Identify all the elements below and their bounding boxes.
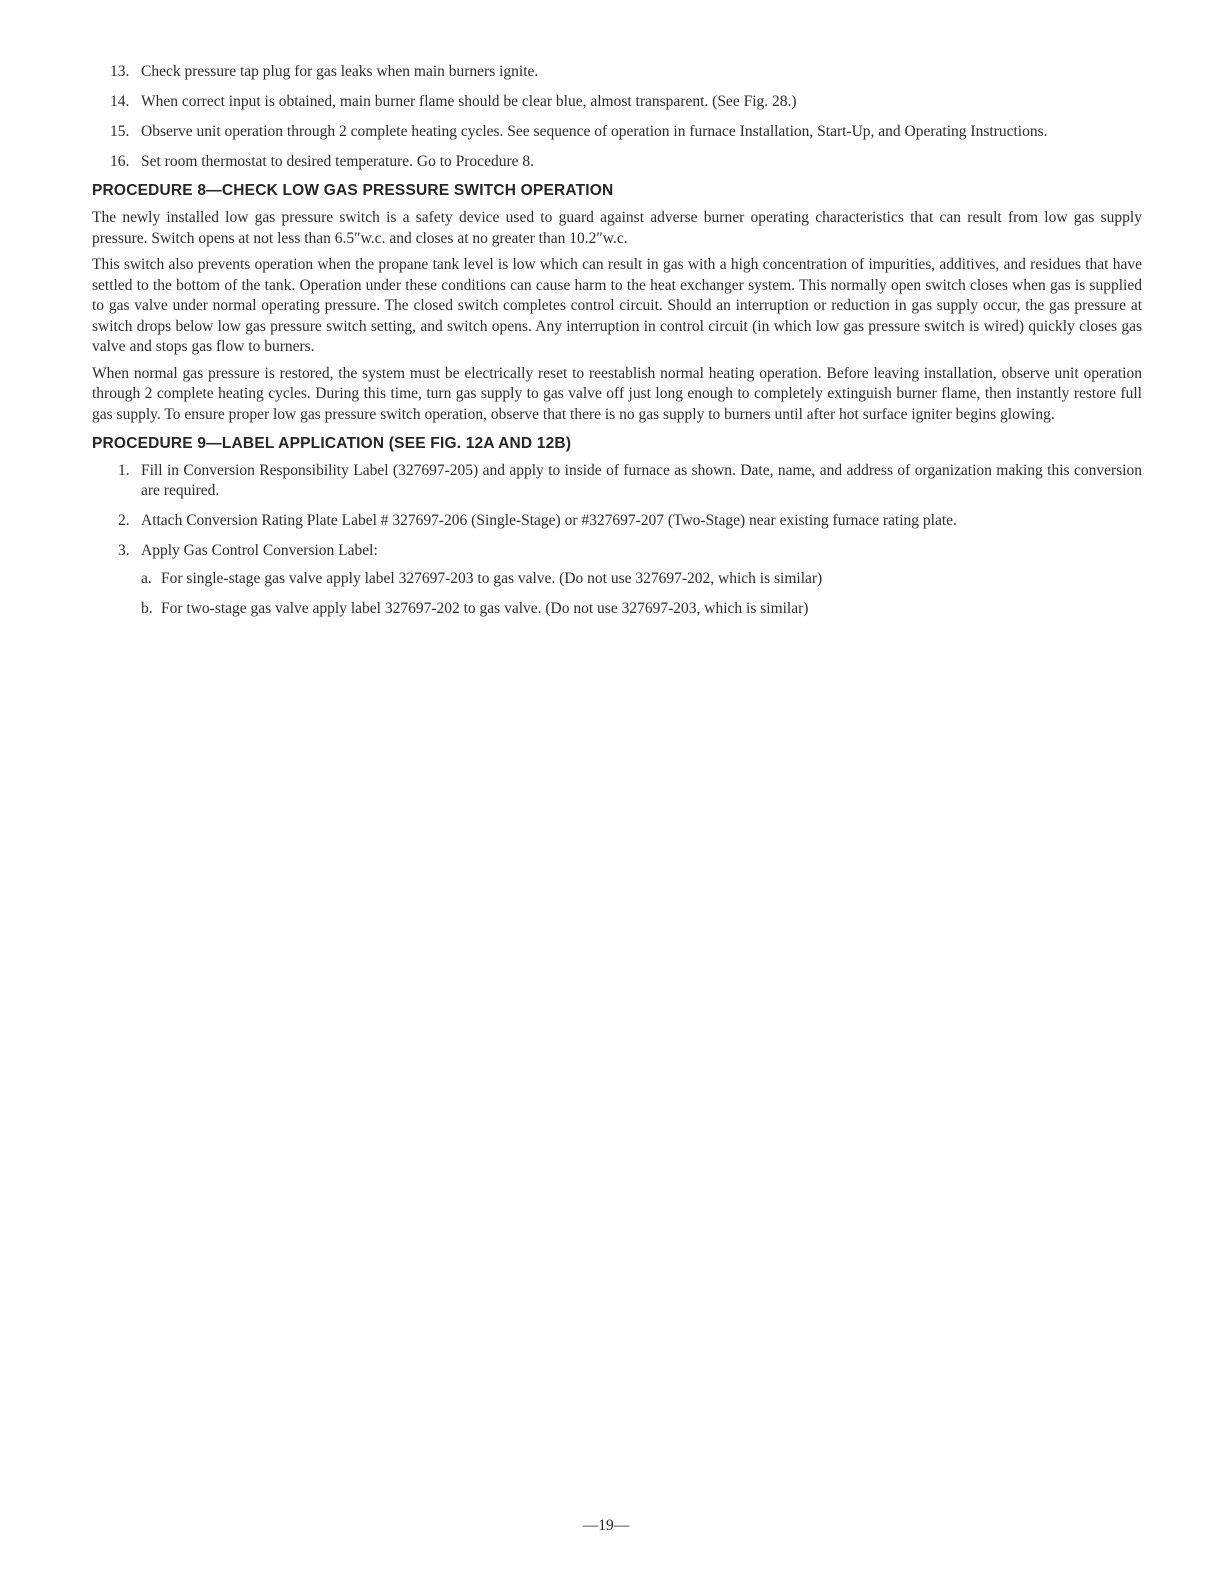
- step-text: Observe unit operation through 2 complete heating cycles. See sequence of operation in furnace Installation, Start-Up, and Operating Instructions.: [141, 123, 1048, 140]
- list-item: [92, 62, 1142, 82]
- list-item: [92, 92, 1142, 112]
- step-text: Attach Conversion Rating Plate Label # 327697-206 (Single-Stage) or #327697-207 (Two-Stage) near existing furnace rating plate.: [141, 512, 957, 529]
- step-text: Fill in Conversion Responsibility Label (327697-205) and apply to inside of furnace as shown. Date, name, and address of organization making this conversion are required.: [141, 462, 1142, 499]
- step-text: Check pressure tap plug for gas leaks when main burners ignite.: [141, 63, 539, 80]
- step-number: 13.: [110, 63, 130, 80]
- list-item: [92, 599, 1142, 619]
- list-item: [92, 122, 1142, 142]
- list-item: [92, 152, 1142, 172]
- substep-letter: a.: [141, 570, 152, 587]
- step-number: 1.: [118, 462, 130, 479]
- step-number: 16.: [110, 153, 130, 170]
- page-number: —19—: [582, 1517, 630, 1534]
- steps-list-procedure-9: [92, 461, 1142, 619]
- step-number: 15.: [110, 123, 130, 140]
- substep-letter: b.: [141, 600, 153, 617]
- step-number: 2.: [118, 512, 130, 529]
- paragraph: The newly installed low gas pressure switch is a safety device used to guard against adverse burner operating characteristics that can result from low gas supply pressure. Switch opens at not less than 6.5″w.c. and closes at no greater than 10.2″w.c.: [92, 209, 1142, 247]
- list-item: [92, 511, 1142, 531]
- step-text: Set room thermostat to desired temperature. Go to Procedure 8.: [141, 153, 534, 170]
- substep-text: For single-stage gas valve apply label 327697-203 to gas valve. (Do not use 327697-202, which is similar): [161, 570, 823, 587]
- paragraph: When normal gas pressure is restored, the system must be electrically reset to reestablish normal heating operation. Before leaving installation, observe unit operation through 2 complete heating cycles. During this time, turn gas supply to gas valve off just long enough to completely extinguish burner flame, then instantly restore full gas supply. To ensure proper low gas pressure switch operation, observe that there is no gas supply to burners until after hot surface igniter begins glowing.: [92, 364, 1142, 423]
- procedure-8-heading: PROCEDURE 8—CHECK LOW GAS PRESSURE SWITCH OPERATION: [92, 182, 614, 199]
- list-item: [92, 461, 1142, 501]
- step-text: When correct input is obtained, main burner flame should be clear blue, almost transparent. (See Fig. 28.): [141, 93, 797, 110]
- procedure-9-heading: PROCEDURE 9—LABEL APPLICATION (SEE FIG. 12A AND 12B): [92, 435, 572, 452]
- list-item: [92, 541, 1142, 561]
- step-number: 3.: [118, 542, 130, 559]
- step-text: Apply Gas Control Conversion Label:: [141, 542, 378, 559]
- document-page: [92, 62, 1142, 629]
- steps-list-top: [92, 62, 1142, 172]
- substep-text: For two-stage gas valve apply label 327697-202 to gas valve. (Do not use 327697-203, which is similar): [161, 600, 809, 617]
- paragraph: This switch also prevents operation when the propane tank level is low which can result in gas with a high concentration of impurities, additives, and residues that have settled to the bottom of the tank. Operation under these conditions can cause harm to the heat exchanger system. This normally open switch closes when gas is supplied to gas valve under normal operating pressure. The closed switch completes control circuit. Should an interruption or reduction in gas supply occur, the gas pressure at switch drops below low gas pressure switch setting, and switch opens. Any interruption in control circuit (in which low gas pressure switch is wired) quickly closes gas valve and stops gas flow to burners.: [92, 256, 1142, 355]
- step-number: 14.: [110, 93, 130, 110]
- list-item: [92, 569, 1142, 589]
